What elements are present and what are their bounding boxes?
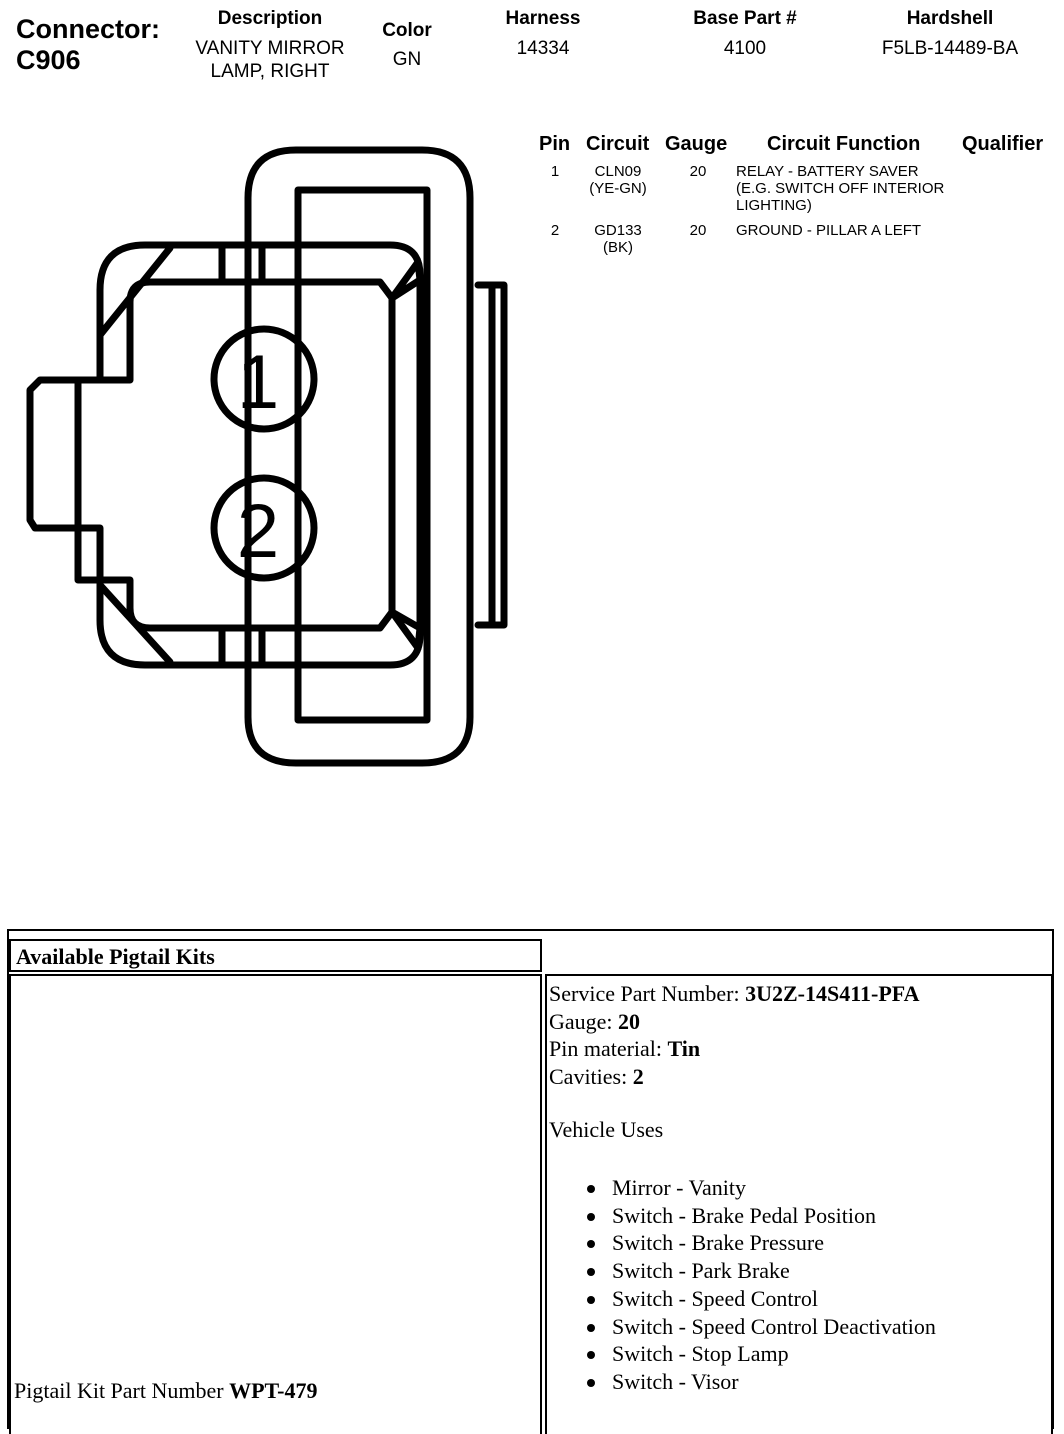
row1-circuit <box>578 163 658 197</box>
pin-material-label: Pin material: <box>549 1036 668 1061</box>
pigtail-title: Available Pigtail Kits <box>16 944 215 969</box>
row1-function-line1: RELAY - BATTERY SAVER <box>736 163 919 180</box>
list-item: Switch - Brake Pressure <box>583 1229 936 1257</box>
kit-part-value: WPT-479 <box>229 1378 318 1403</box>
color-label: Color <box>382 20 432 41</box>
latch-arrow-bottom <box>392 612 420 648</box>
hardshell-label: Hardshell <box>906 8 994 29</box>
row1-circuit-id: CLN09 <box>594 163 642 180</box>
connector-body <box>30 245 420 665</box>
base-part-label: Base Part # <box>693 8 797 29</box>
row1-circuit-color: (YE-GN) <box>589 180 647 197</box>
pigtail-kit-part-number <box>14 1378 318 1404</box>
list-item: Mirror - Vanity <box>583 1174 936 1202</box>
row2-pin: 2 <box>550 222 560 239</box>
circuit-header: Circuit <box>586 133 650 155</box>
cavity-1-label: 1 <box>236 340 280 425</box>
connector-label-line1: Connector: <box>16 14 160 44</box>
pigtail-left-cell <box>9 974 542 1434</box>
connector-id: C906 <box>16 45 81 75</box>
row2-function <box>736 222 976 239</box>
vehicle-uses-title: Vehicle Uses <box>549 1117 664 1142</box>
inner-profile <box>78 282 392 628</box>
color-value: GN <box>392 49 422 70</box>
row2-circuit <box>578 222 658 256</box>
cavities-row <box>549 1063 919 1091</box>
gauge-header: Gauge <box>665 133 728 155</box>
list-item: Switch - Park Brake <box>583 1257 936 1285</box>
gauge-value: 20 <box>618 1008 641 1034</box>
pigtail-title-cell <box>9 939 542 972</box>
row1-function-line2: (E.G. SWITCH OFF INTERIOR <box>736 180 945 197</box>
service-part-row <box>549 980 919 1008</box>
row2-circuit-color: (BK) <box>603 239 633 256</box>
gauge-row <box>549 1008 919 1036</box>
circuit-function-header: Circuit Function <box>767 133 921 155</box>
harness-label: Harness <box>505 8 581 29</box>
row2-function-line1: GROUND - PILLAR A LEFT <box>736 222 922 239</box>
description-line2: LAMP, RIGHT <box>210 61 330 82</box>
hardshell-value: F5LB-14489-BA <box>881 38 1019 59</box>
cavities-value: 2 <box>632 1063 644 1089</box>
row2-circuit-id: GD133 <box>594 222 642 239</box>
cavity-2-label: 2 <box>236 489 280 574</box>
connector-face-diagram <box>0 130 530 780</box>
service-part-value: 3U2Z-14S411-PFA <box>745 981 920 1006</box>
description-label: Description <box>217 8 323 29</box>
qualifier-header: Qualifier <box>962 133 1044 155</box>
row1-function <box>736 163 976 214</box>
list-item: Switch - Brake Pedal Position <box>583 1202 936 1230</box>
row1-pin: 1 <box>550 163 560 180</box>
description-line1: VANITY MIRROR <box>195 38 345 59</box>
connector-label <box>16 14 160 76</box>
description-value <box>170 37 370 83</box>
latch-slot <box>298 190 427 720</box>
base-part-value: 4100 <box>723 38 767 59</box>
harness-value: 14334 <box>516 38 570 59</box>
list-item: Switch - Stop Lamp <box>583 1340 936 1368</box>
pin-material-row <box>549 1035 919 1063</box>
kit-specs <box>549 980 919 1090</box>
list-item: Switch - Visor <box>583 1368 936 1396</box>
pin-material-value: Tin <box>667 1036 701 1061</box>
list-item: Switch - Speed Control <box>583 1285 936 1313</box>
latch-arrow-top <box>392 262 420 298</box>
row1-function-line3: LIGHTING) <box>736 197 812 214</box>
list-item: Switch - Speed Control Deactivation <box>583 1313 936 1341</box>
service-part-label: Service Part Number: <box>549 981 746 1006</box>
row1-gauge: 20 <box>689 163 707 180</box>
gauge-label: Gauge: <box>549 1008 619 1034</box>
vehicle-uses-list <box>583 1174 936 1396</box>
cavities-label: Cavities: <box>549 1063 633 1089</box>
pin-header: Pin <box>539 133 571 155</box>
kit-part-label: Pigtail Kit Part Number <box>14 1378 230 1403</box>
row2-gauge: 20 <box>689 222 707 239</box>
